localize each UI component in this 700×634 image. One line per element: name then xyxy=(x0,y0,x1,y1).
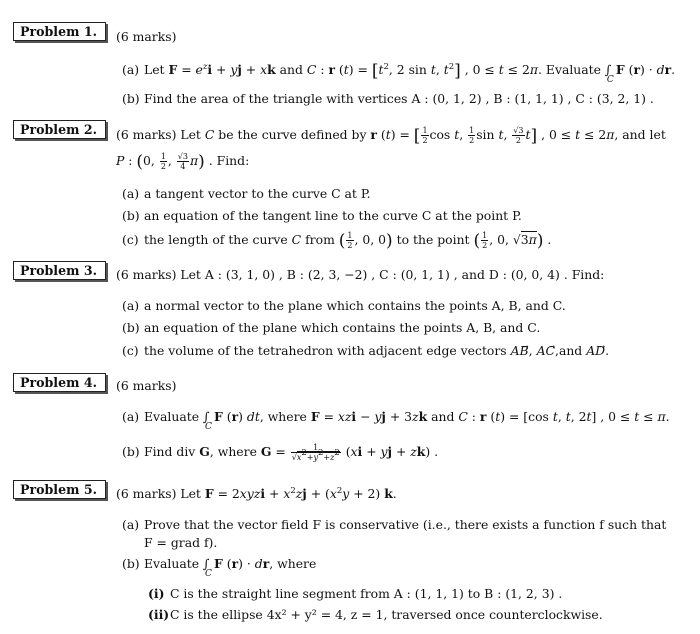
problem-5b-i xyxy=(148,587,562,602)
problem-3a-label: (a) xyxy=(122,298,140,313)
problem-3-header: Problem 3. xyxy=(13,261,106,280)
problem-4a-label: (a) xyxy=(122,409,140,424)
problem-1b xyxy=(122,92,654,107)
problem-5b-i-text: C is the straight line segment from A : (1, 1, 1) to B : (1, 2, 3) . xyxy=(170,586,563,601)
problem-1-marks: (6 marks) xyxy=(116,29,177,44)
problem-5b-ii xyxy=(148,608,603,623)
problem-3-marks: (6 marks) xyxy=(116,267,177,282)
problem-2a-label: (a) xyxy=(122,186,140,201)
problem-3b xyxy=(122,321,540,336)
problem-1b-text: Find the area of the triangle with vertices A : (0, 1, 2) , B : (1, 1, 1) , C : (3, 2, 1) . xyxy=(144,91,654,106)
problem-4b: (b) Find div G, where G = $\frac{1}{√x^2+y^2+z^2}$ (xi + yj + zk) . xyxy=(122,443,439,462)
problem-5a-label: (a) xyxy=(122,517,140,532)
problem-4a: (a) Evaluate ∫ C F (r) dt, where F = xzi − yj + 3zk and C : r (t) = [cos t, t, 2t] , 0 ≤ t ≤ π. xyxy=(122,409,670,432)
problem-3b-label: (b) xyxy=(122,320,140,335)
problem-1-header: Problem 1. xyxy=(13,22,106,41)
problem-5-marks: (6 marks) xyxy=(116,486,177,501)
problem-4b-label: (b) xyxy=(122,444,140,459)
problem-3c: (c) the volume of the tetrahedron with adjacent edge vectors AB⃗, AC⃗,and AD⃗. xyxy=(122,343,610,358)
problem-3a-text: a normal vector to the plane which contains the points A, B, and C. xyxy=(144,298,566,313)
problem-1a-label: (a) xyxy=(122,62,140,77)
problem-3c-label: (c) xyxy=(122,343,139,358)
problem-5b: (b) Evaluate ∫ C F (r) · dr, where xyxy=(122,556,317,579)
problem-5a-cont: F = grad f). xyxy=(144,535,218,550)
problem-2c-label: (c) xyxy=(122,232,139,247)
problem-5-intro: (6 marks) Let F = 2xyzi + $x^2zj + (x^2y + 2)$ k. xyxy=(116,486,397,501)
problem-5a-text-1: Prove that the vector field F is conservative (i.e., there exists a function f such that xyxy=(144,517,667,532)
problem-2a-text: a tangent vector to the curve C at P. xyxy=(144,186,371,201)
problem-2-point: P : (0, $\frac{1}{2}$ , $\frac{√3}{4}$ π) . Find: xyxy=(116,152,250,172)
problem-3a xyxy=(122,299,566,314)
problem-4-marks: (6 marks) xyxy=(116,378,177,393)
problem-2b xyxy=(122,209,522,224)
problem-2b-label: (b) xyxy=(122,208,140,223)
problem-5a xyxy=(122,518,666,533)
problem-2b-text: an equation of the tangent line to the curve C at the point P. xyxy=(144,208,522,223)
problem-5b-i-label: (i) xyxy=(148,586,165,601)
problem-5b-ii-label: (ii) xyxy=(148,607,170,622)
problem-2c: (c) the length of the curve C from ( $\frac{1}{2}$ , 0, 0) to the point ( $\frac{1}{2}$ , 0, √3π) . xyxy=(122,231,552,251)
problem-2-header: Problem 2. xyxy=(13,120,106,139)
problem-4-header: Problem 4. xyxy=(13,373,106,392)
problem-3-intro xyxy=(116,268,604,283)
problem-5-header: Problem 5. xyxy=(13,480,106,499)
problem-1a: (a) Let $F = e^zi$ + yj + xk and C : r $(t) = [t^2$, 2 sin t, $t^2$] , 0 ≤ t ≤ 2π. Evaluate ∫ C F (r) · dr. xyxy=(122,61,676,85)
problem-5b-label: (b) xyxy=(122,556,140,571)
problem-5b-ii-text: C is the ellipse 4x² + y² = 4, z = 1, traversed once counterclockwise. xyxy=(170,607,603,622)
problem-1b-label: (b) xyxy=(122,91,140,106)
problem-2-marks: (6 marks) xyxy=(116,127,177,142)
problem-2-intro: (6 marks) Let C be the curve defined by r (t) = [ $\frac{1}{2}$ cos t, $\frac{1}{2}$ sin t, $\frac{√3}{2}$ t] , 0 ≤ t ≤ 2π, and let xyxy=(116,126,666,146)
problem-3-intro-text: Let A : (3, 1, 0) , B : (2, 3, −2) , C : (0, 1, 1) , and D : (0, 0, 4) . Find: xyxy=(180,267,605,282)
problem-3b-text: an equation of the plane which contains the points A, B, and C. xyxy=(144,320,541,335)
problem-2a xyxy=(122,187,371,202)
